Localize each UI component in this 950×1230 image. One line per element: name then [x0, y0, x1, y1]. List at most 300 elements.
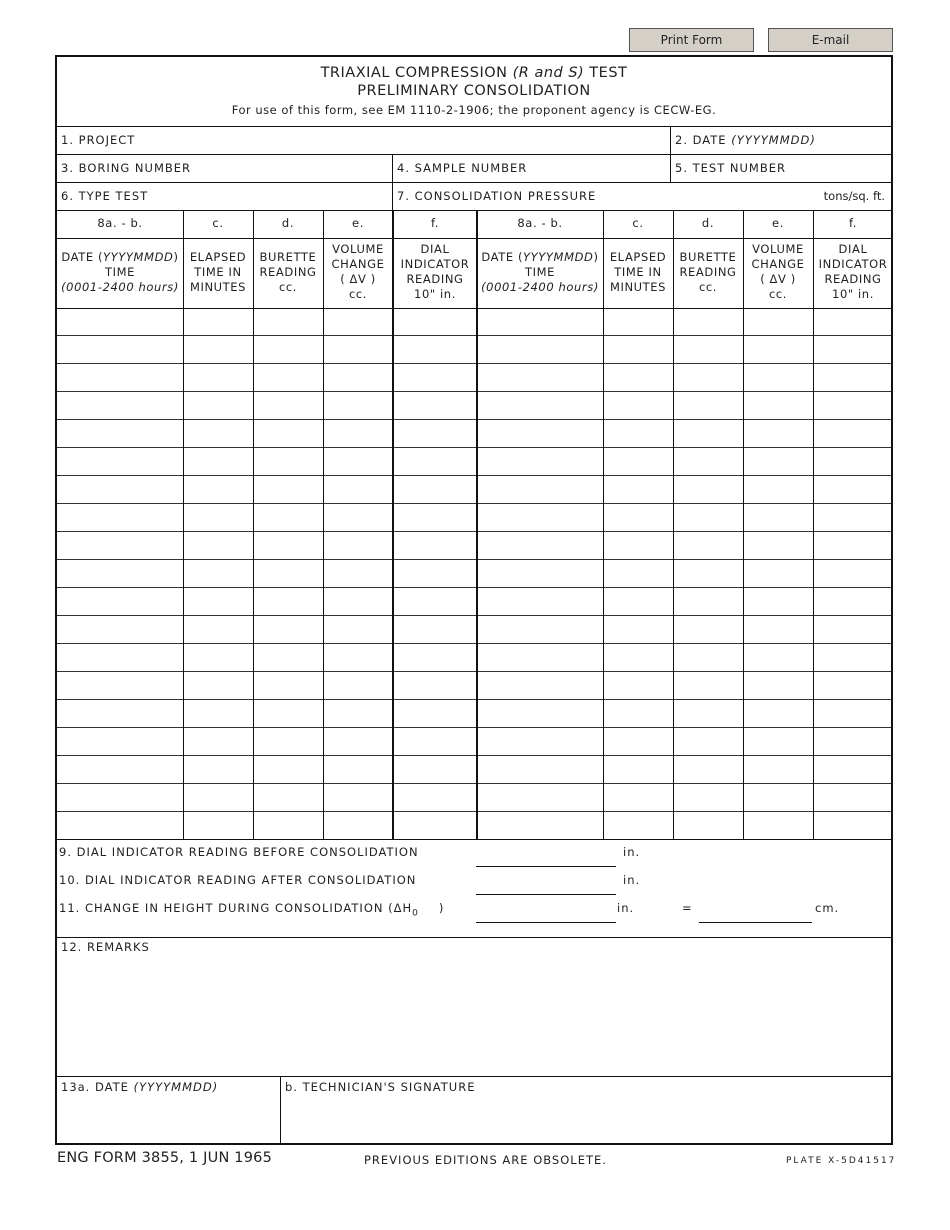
table-cell-right-elapsed[interactable]	[603, 364, 673, 392]
delta-h-symbol: ΔH	[393, 901, 413, 915]
table-cell-right-burette[interactable]	[673, 644, 743, 672]
dial-header-unit: 10" in.	[832, 287, 874, 301]
table-cell-right-date[interactable]	[477, 336, 603, 364]
table-cell-left-date[interactable]	[57, 392, 183, 420]
height-change-close: )	[438, 901, 445, 915]
col-header-left-dial	[395, 242, 475, 302]
date-label	[675, 133, 816, 147]
title-italic: (R and S)	[512, 65, 585, 81]
table-cell-left-elapsed[interactable]	[183, 308, 253, 336]
signature-date-text: 13a. DATE	[61, 1080, 134, 1094]
table-cell-left-dial[interactable]	[393, 812, 477, 840]
table-cell-right-date[interactable]	[477, 476, 603, 504]
equals-sign: =	[682, 901, 693, 915]
table-cell-right-volume[interactable]	[743, 588, 813, 616]
table-cell-right-date[interactable]	[477, 392, 603, 420]
table-cell-left-elapsed[interactable]	[183, 336, 253, 364]
table-cell-right-dial[interactable]	[813, 644, 893, 672]
print-form-button[interactable]: Print Form	[629, 28, 754, 52]
burette-header-unit: cc.	[698, 280, 718, 294]
table-cell-left-date[interactable]	[57, 448, 183, 476]
table-cell-right-elapsed[interactable]	[603, 756, 673, 784]
table-row	[57, 504, 891, 532]
table-cell-left-burette[interactable]	[253, 644, 323, 672]
table-cell-right-elapsed[interactable]	[603, 728, 673, 756]
table-cell-left-volume[interactable]	[323, 336, 393, 364]
volume-header-text: VOLUME CHANGE	[751, 242, 805, 271]
table-cell-right-burette[interactable]	[673, 700, 743, 728]
table-cell-left-volume[interactable]	[323, 784, 393, 812]
dial-after-label: 10. DIAL INDICATOR READING AFTER CONSOLIDATION	[59, 873, 417, 887]
table-row	[57, 308, 891, 336]
table-cell-left-burette[interactable]	[253, 756, 323, 784]
table-cell-left-burette[interactable]	[253, 532, 323, 560]
table-cell-left-dial[interactable]	[393, 420, 477, 448]
table-cell-left-burette[interactable]	[253, 364, 323, 392]
table-cell-left-burette[interactable]	[253, 588, 323, 616]
table-cell-right-dial[interactable]	[813, 364, 893, 392]
table-cell-left-elapsed[interactable]	[183, 672, 253, 700]
remarks-label: 12. REMARKS	[61, 940, 150, 954]
table-cell-right-dial[interactable]	[813, 448, 893, 476]
height-change-unit-cm: cm.	[815, 901, 840, 915]
form-subtitle: PRELIMINARY CONSOLIDATION	[357, 83, 591, 99]
table-header	[57, 210, 891, 308]
table-cell-right-volume[interactable]	[743, 364, 813, 392]
col-letter-right-elapsed: c.	[632, 216, 644, 230]
table-cell-left-volume[interactable]	[323, 364, 393, 392]
table-cell-left-volume[interactable]	[323, 812, 393, 840]
table-cell-right-date[interactable]	[477, 700, 603, 728]
table-cell-left-date[interactable]	[57, 308, 183, 336]
table-cell-right-burette[interactable]	[673, 364, 743, 392]
table-cell-left-date[interactable]	[57, 784, 183, 812]
table-cell-left-burette[interactable]	[253, 672, 323, 700]
table-row	[57, 420, 891, 448]
consolidation-pressure-label: 7. CONSOLIDATION PRESSURE	[397, 189, 597, 203]
table-cell-left-elapsed[interactable]	[183, 616, 253, 644]
col-letter-left-date: 8a. - b.	[97, 216, 143, 230]
table-cell-right-volume[interactable]	[743, 448, 813, 476]
height-change-unit-in: in.	[617, 901, 635, 915]
table-cell-right-volume[interactable]	[743, 336, 813, 364]
table-cell-right-date[interactable]	[477, 728, 603, 756]
form-title	[57, 65, 891, 81]
table-cell-left-elapsed[interactable]	[183, 644, 253, 672]
table-cell-right-volume[interactable]	[743, 784, 813, 812]
height-change-text: 11. CHANGE IN HEIGHT DURING CONSOLIDATION (	[59, 901, 394, 915]
table-cell-right-elapsed[interactable]	[603, 336, 673, 364]
obsolete-note: PREVIOUS EDITIONS ARE OBSOLETE.	[364, 1153, 607, 1167]
table-cell-right-dial[interactable]	[813, 476, 893, 504]
table-cell-left-date[interactable]	[57, 700, 183, 728]
table-cell-right-date[interactable]	[477, 812, 603, 840]
technician-signature-label: b. TECHNICIAN'S SIGNATURE	[285, 1080, 476, 1094]
date-header-format: YYYYMMDD	[523, 250, 594, 264]
col-header-left-elapsed	[185, 250, 251, 295]
volume-header-delta: ( ΔV )	[340, 272, 376, 286]
delta-h-subscript: 0	[412, 908, 419, 919]
date-header-hours: (0001-2400 hours)	[61, 280, 179, 294]
signature-date-label	[61, 1080, 218, 1094]
col-header-right-burette	[675, 250, 741, 295]
table-cell-left-volume[interactable]	[323, 532, 393, 560]
table-cell-right-elapsed[interactable]	[603, 532, 673, 560]
table-cell-right-dial[interactable]	[813, 532, 893, 560]
table-cell-left-date[interactable]	[57, 420, 183, 448]
dial-header-unit: 10" in.	[414, 287, 456, 301]
table-cell-right-volume[interactable]	[743, 308, 813, 336]
table-cell-right-date[interactable]	[477, 532, 603, 560]
table-cell-right-elapsed[interactable]	[603, 560, 673, 588]
table-cell-right-elapsed[interactable]	[603, 448, 673, 476]
table-cell-left-date[interactable]	[57, 476, 183, 504]
table-cell-left-elapsed[interactable]	[183, 504, 253, 532]
dial-after-unit: in.	[623, 873, 641, 887]
table-cell-left-elapsed[interactable]	[183, 448, 253, 476]
table-row	[57, 588, 891, 616]
type-test-label: 6. TYPE TEST	[61, 189, 149, 203]
table-row	[57, 644, 891, 672]
table-cell-left-date[interactable]	[57, 364, 183, 392]
table-cell-right-burette[interactable]	[673, 336, 743, 364]
table-cell-right-elapsed[interactable]	[603, 672, 673, 700]
date-format: (YYYYMMDD)	[731, 133, 816, 147]
table-cell-left-burette[interactable]	[253, 700, 323, 728]
volume-header-unit: cc.	[768, 287, 788, 301]
table-cell-left-volume[interactable]	[323, 700, 393, 728]
table-cell-right-burette[interactable]	[673, 616, 743, 644]
table-cell-right-volume[interactable]	[743, 756, 813, 784]
burette-header-text: BURETTE READING	[679, 250, 737, 279]
table-cell-left-dial[interactable]	[393, 336, 477, 364]
col-letter-right-burette: d.	[701, 216, 715, 230]
dial-header-text: DIAL INDICATOR READING	[400, 242, 470, 286]
table-cell-right-burette[interactable]	[673, 560, 743, 588]
table-cell-left-elapsed[interactable]	[183, 700, 253, 728]
table-cell-left-burette[interactable]	[253, 336, 323, 364]
table-cell-left-volume[interactable]	[323, 616, 393, 644]
col-letter-left-burette: d.	[281, 216, 295, 230]
table-cell-right-dial[interactable]	[813, 672, 893, 700]
table-cell-right-elapsed[interactable]	[603, 616, 673, 644]
title-part2: TEST	[584, 65, 628, 81]
col-header-right-date	[479, 250, 601, 295]
dial-before-input[interactable]	[476, 866, 616, 867]
table-row	[57, 812, 891, 840]
reading-table	[57, 308, 891, 840]
table-cell-left-elapsed[interactable]	[183, 784, 253, 812]
table-row	[57, 336, 891, 364]
table-cell-left-burette[interactable]	[253, 504, 323, 532]
table-cell-right-dial[interactable]	[813, 420, 893, 448]
table-cell-right-burette[interactable]	[673, 728, 743, 756]
elapsed-header-text: ELAPSED TIME IN MINUTES	[609, 250, 667, 294]
table-cell-left-burette[interactable]	[253, 728, 323, 756]
table-cell-left-volume[interactable]	[323, 504, 393, 532]
table-cell-right-burette[interactable]	[673, 756, 743, 784]
table-cell-right-dial[interactable]	[813, 728, 893, 756]
table-cell-left-dial[interactable]	[393, 308, 477, 336]
form-id: ENG FORM 3855, 1 JUN 1965	[57, 1150, 273, 1166]
table-row	[57, 700, 891, 728]
volume-header-text: VOLUME CHANGE	[331, 242, 385, 271]
table-cell-left-date[interactable]	[57, 532, 183, 560]
table-row	[57, 784, 891, 812]
table-cell-left-burette[interactable]	[253, 560, 323, 588]
table-cell-left-dial[interactable]	[393, 364, 477, 392]
table-cell-left-dial[interactable]	[393, 616, 477, 644]
table-cell-left-date[interactable]	[57, 728, 183, 756]
date-header-open: DATE (	[61, 250, 104, 264]
col-header-right-elapsed	[605, 250, 671, 295]
table-cell-right-dial[interactable]	[813, 504, 893, 532]
table-cell-left-dial[interactable]	[393, 644, 477, 672]
table-cell-left-burette[interactable]	[253, 420, 323, 448]
table-cell-right-burette[interactable]	[673, 588, 743, 616]
col-header-right-dial	[815, 242, 891, 302]
table-cell-left-dial[interactable]	[393, 532, 477, 560]
usage-note: For use of this form, see EM 1110-2-1906; the proponent agency is CECW-EG.	[231, 103, 717, 117]
table-cell-right-volume[interactable]	[743, 616, 813, 644]
table-cell-right-date[interactable]	[477, 560, 603, 588]
table-cell-left-volume[interactable]	[323, 756, 393, 784]
table-cell-left-volume[interactable]	[323, 420, 393, 448]
table-cell-left-date[interactable]	[57, 812, 183, 840]
table-cell-right-dial[interactable]	[813, 336, 893, 364]
table-cell-left-volume[interactable]	[323, 588, 393, 616]
table-cell-right-elapsed[interactable]	[603, 700, 673, 728]
date-header-close: )	[173, 250, 179, 264]
project-label: 1. PROJECT	[61, 133, 136, 147]
pressure-unit: tons/sq. ft.	[823, 189, 885, 203]
table-cell-left-date[interactable]	[57, 672, 183, 700]
table-cell-right-burette[interactable]	[673, 784, 743, 812]
table-cell-left-date[interactable]	[57, 756, 183, 784]
table-cell-right-dial[interactable]	[813, 812, 893, 840]
table-cell-left-burette[interactable]	[253, 784, 323, 812]
col-letter-right-volume: e.	[772, 216, 784, 230]
table-row	[57, 392, 891, 420]
table-cell-left-volume[interactable]	[323, 672, 393, 700]
table-cell-right-dial[interactable]	[813, 700, 893, 728]
table-cell-right-elapsed[interactable]	[603, 308, 673, 336]
table-cell-right-date[interactable]	[477, 672, 603, 700]
table-cell-right-date[interactable]	[477, 644, 603, 672]
boring-number-label: 3. BORING NUMBER	[61, 161, 192, 175]
table-cell-left-elapsed[interactable]	[183, 560, 253, 588]
col-letter-left-elapsed: c.	[212, 216, 224, 230]
table-row	[57, 448, 891, 476]
table-cell-right-dial[interactable]	[813, 392, 893, 420]
col-header-right-volume	[745, 242, 811, 302]
table-cell-left-elapsed[interactable]	[183, 420, 253, 448]
table-cell-right-burette[interactable]	[673, 392, 743, 420]
table-cell-right-burette[interactable]	[673, 504, 743, 532]
col-header-left-volume	[325, 242, 391, 302]
table-cell-left-elapsed[interactable]	[183, 532, 253, 560]
table-cell-right-volume[interactable]	[743, 728, 813, 756]
table-row	[57, 364, 891, 392]
table-cell-left-elapsed[interactable]	[183, 364, 253, 392]
col-letter-left-dial: f.	[430, 216, 440, 230]
dial-after-input[interactable]	[476, 894, 616, 895]
table-cell-right-dial[interactable]	[813, 756, 893, 784]
table-cell-right-dial[interactable]	[813, 784, 893, 812]
sample-number-label: 4. SAMPLE NUMBER	[397, 161, 528, 175]
table-cell-left-date[interactable]	[57, 560, 183, 588]
table-cell-left-dial[interactable]	[393, 756, 477, 784]
table-cell-left-volume[interactable]	[323, 392, 393, 420]
table-cell-left-date[interactable]	[57, 644, 183, 672]
date-label-text: 2. DATE	[675, 133, 727, 147]
table-cell-right-date[interactable]	[477, 308, 603, 336]
table-cell-right-dial[interactable]	[813, 588, 893, 616]
table-row	[57, 532, 891, 560]
col-letter-right-date: 8a. - b.	[517, 216, 563, 230]
table-cell-right-burette[interactable]	[673, 812, 743, 840]
date-header-hours: (0001-2400 hours)	[481, 280, 599, 294]
height-change-in-input[interactable]	[476, 922, 616, 923]
dial-before-unit: in.	[623, 845, 641, 859]
table-cell-left-elapsed[interactable]	[183, 392, 253, 420]
table-cell-left-dial[interactable]	[393, 728, 477, 756]
table-cell-right-burette[interactable]	[673, 476, 743, 504]
table-cell-right-burette[interactable]	[673, 672, 743, 700]
date-header-format: YYYYMMDD	[103, 250, 174, 264]
table-cell-right-date[interactable]	[477, 420, 603, 448]
table-cell-right-burette[interactable]	[673, 532, 743, 560]
table-cell-left-volume[interactable]	[323, 644, 393, 672]
table-cell-left-burette[interactable]	[253, 616, 323, 644]
table-cell-right-date[interactable]	[477, 504, 603, 532]
table-cell-right-date[interactable]	[477, 364, 603, 392]
height-change-cm-input[interactable]	[699, 922, 812, 923]
table-cell-left-dial[interactable]	[393, 588, 477, 616]
table-cell-right-volume[interactable]	[743, 420, 813, 448]
col-letter-right-dial: f.	[848, 216, 858, 230]
table-cell-right-elapsed[interactable]	[603, 504, 673, 532]
table-cell-right-volume[interactable]	[743, 532, 813, 560]
table-cell-left-dial[interactable]	[393, 392, 477, 420]
table-cell-left-volume[interactable]	[323, 728, 393, 756]
table-row	[57, 476, 891, 504]
title-part1: TRIAXIAL COMPRESSION	[320, 65, 513, 81]
volume-header-unit: cc.	[348, 287, 368, 301]
table-cell-right-volume[interactable]	[743, 392, 813, 420]
table-row	[57, 672, 891, 700]
table-cell-right-burette[interactable]	[673, 308, 743, 336]
table-cell-left-burette[interactable]	[253, 308, 323, 336]
table-cell-right-date[interactable]	[477, 756, 603, 784]
table-cell-left-elapsed[interactable]	[183, 756, 253, 784]
table-cell-right-date[interactable]	[477, 784, 603, 812]
table-cell-right-volume[interactable]	[743, 476, 813, 504]
date-header-time: TIME	[524, 265, 555, 279]
table-cell-left-date[interactable]	[57, 504, 183, 532]
signature-date-format: (YYYYMMDD)	[133, 1080, 219, 1094]
table-cell-right-elapsed[interactable]	[603, 644, 673, 672]
table-cell-left-dial[interactable]	[393, 504, 477, 532]
table-cell-right-elapsed[interactable]	[603, 588, 673, 616]
table-cell-left-volume[interactable]	[323, 476, 393, 504]
triaxial-form	[55, 55, 893, 1145]
table-cell-right-burette[interactable]	[673, 448, 743, 476]
table-cell-left-dial[interactable]	[393, 672, 477, 700]
table-cell-left-burette[interactable]	[253, 448, 323, 476]
burette-header-unit: cc.	[278, 280, 298, 294]
burette-header-text: BURETTE READING	[259, 250, 317, 279]
table-cell-left-elapsed[interactable]	[183, 588, 253, 616]
table-cell-right-date[interactable]	[477, 616, 603, 644]
table-cell-left-volume[interactable]	[323, 448, 393, 476]
table-row	[57, 728, 891, 756]
table-cell-right-dial[interactable]	[813, 616, 893, 644]
table-cell-left-dial[interactable]	[393, 476, 477, 504]
table-cell-left-elapsed[interactable]	[183, 812, 253, 840]
dial-header-text: DIAL INDICATOR READING	[818, 242, 888, 286]
table-cell-right-elapsed[interactable]	[603, 476, 673, 504]
table-row	[57, 616, 891, 644]
table-cell-left-volume[interactable]	[323, 308, 393, 336]
date-header-time: TIME	[104, 265, 135, 279]
table-cell-right-volume[interactable]	[743, 672, 813, 700]
table-cell-left-date[interactable]	[57, 616, 183, 644]
table-cell-left-burette[interactable]	[253, 392, 323, 420]
remarks-field[interactable]	[57, 952, 891, 1076]
table-cell-right-volume[interactable]	[743, 700, 813, 728]
table-cell-right-volume[interactable]	[743, 560, 813, 588]
table-cell-right-date[interactable]	[477, 588, 603, 616]
table-row	[57, 560, 891, 588]
date-header-close: )	[593, 250, 599, 264]
table-cell-left-dial[interactable]	[393, 784, 477, 812]
table-cell-right-elapsed[interactable]	[603, 812, 673, 840]
table-row	[57, 756, 891, 784]
table-cell-left-dial[interactable]	[393, 700, 477, 728]
col-header-left-date	[59, 250, 181, 295]
table-cell-left-elapsed[interactable]	[183, 476, 253, 504]
table-cell-left-elapsed[interactable]	[183, 728, 253, 756]
email-button[interactable]: E-mail	[768, 28, 893, 52]
table-cell-left-burette[interactable]	[253, 476, 323, 504]
table-cell-left-date[interactable]	[57, 336, 183, 364]
table-cell-left-volume[interactable]	[323, 560, 393, 588]
table-cell-right-elapsed[interactable]	[603, 784, 673, 812]
col-letter-left-volume: e.	[352, 216, 364, 230]
table-cell-left-dial[interactable]	[393, 448, 477, 476]
volume-header-delta: ( ΔV )	[760, 272, 796, 286]
table-cell-right-date[interactable]	[477, 448, 603, 476]
table-cell-right-volume[interactable]	[743, 644, 813, 672]
plate-number: PLATE X-5D41517	[786, 1156, 897, 1166]
date-header-open: DATE (	[481, 250, 524, 264]
table-cell-right-dial[interactable]	[813, 560, 893, 588]
height-change-label	[59, 901, 444, 918]
table-cell-left-dial[interactable]	[393, 560, 477, 588]
table-cell-right-dial[interactable]	[813, 308, 893, 336]
table-cell-left-date[interactable]	[57, 588, 183, 616]
elapsed-header-text: ELAPSED TIME IN MINUTES	[189, 250, 247, 294]
table-cell-right-volume[interactable]	[743, 812, 813, 840]
table-cell-right-burette[interactable]	[673, 420, 743, 448]
test-number-label: 5. TEST NUMBER	[675, 161, 786, 175]
table-cell-left-burette[interactable]	[253, 812, 323, 840]
table-cell-right-volume[interactable]	[743, 504, 813, 532]
table-cell-right-elapsed[interactable]	[603, 392, 673, 420]
dial-before-label: 9. DIAL INDICATOR READING BEFORE CONSOLIDATION	[59, 845, 419, 859]
table-cell-right-elapsed[interactable]	[603, 420, 673, 448]
